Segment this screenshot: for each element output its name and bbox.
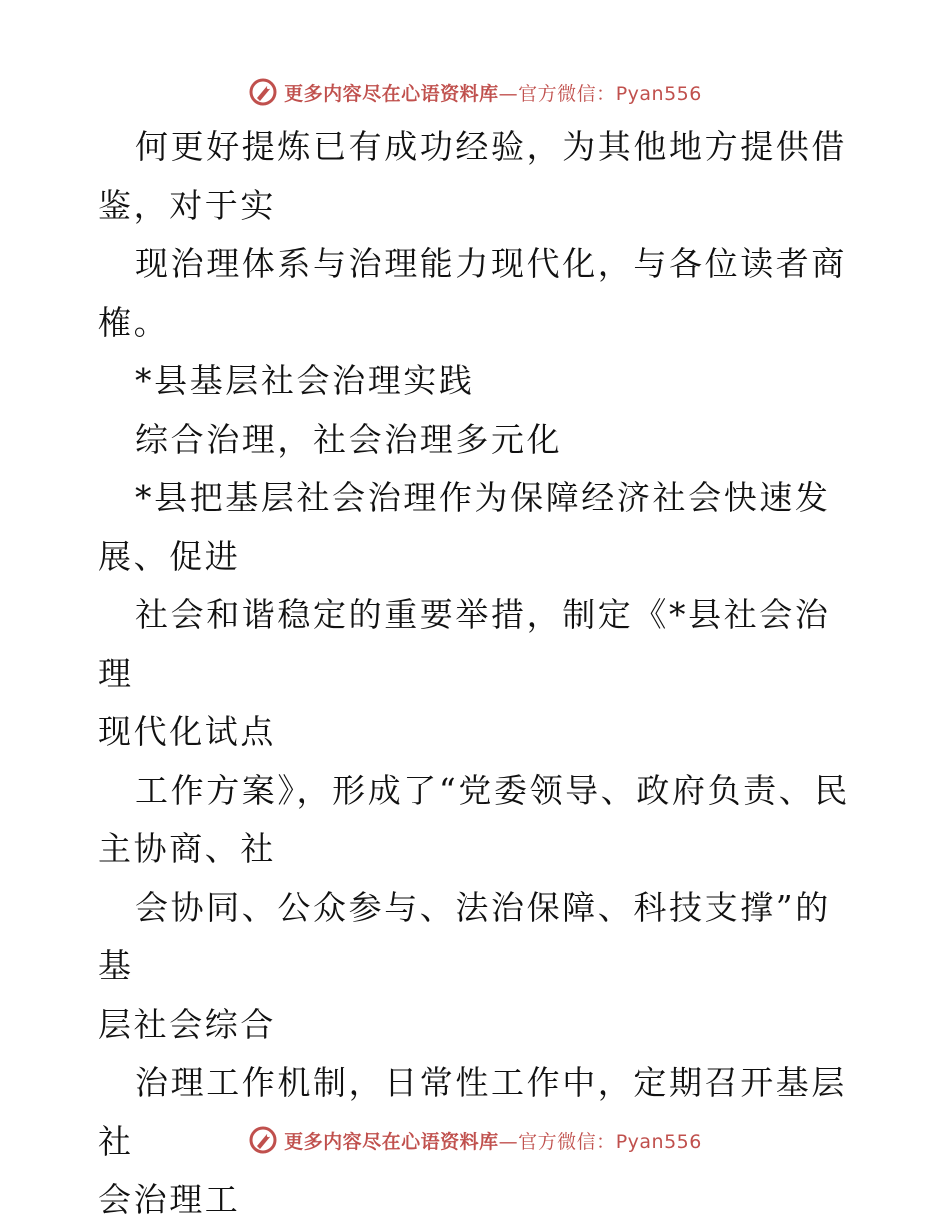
paragraph: 何更好提炼已有成功经验，为其他地方提供借 鉴，对于实 bbox=[98, 127, 847, 225]
subsection-heading: 综合治理，社会治理多元化 bbox=[135, 419, 563, 459]
paragraph: 会协同、公众参与、法治保障、科技支撑”的基 层社会综合 bbox=[98, 887, 831, 1044]
header-watermark bbox=[0, 72, 950, 112]
footer-watermark bbox=[0, 1120, 950, 1160]
paragraph: *县把基层社会治理作为保障经济社会快速发 展、促进 bbox=[98, 478, 831, 576]
section-heading: *县基层社会治理实践 bbox=[135, 361, 475, 400]
pen-nib-circle-icon bbox=[248, 77, 278, 107]
paragraph: 治理工作机制，日常性工作中，定期召开基层社 会治理工 bbox=[98, 1063, 847, 1219]
paragraph: 现治理体系与治理能力现代化，与各位读者商 榷。 bbox=[98, 244, 847, 342]
pen-nib-circle-icon bbox=[248, 1125, 278, 1155]
paragraph: 工作方案》，形成了“党委领导、政府负责、民 主协商、社 bbox=[98, 770, 850, 868]
document-body bbox=[98, 118, 858, 1230]
header-watermark-text: 更多内容尽在心语资料库—官方微信：Pyan556 bbox=[284, 82, 702, 105]
footer-watermark-text: 更多内容尽在心语资料库—官方微信：Pyan556 bbox=[284, 1130, 702, 1153]
paragraph: 社会和谐稳定的重要举措，制定《*县社会治理 现代化试点 bbox=[98, 595, 831, 751]
